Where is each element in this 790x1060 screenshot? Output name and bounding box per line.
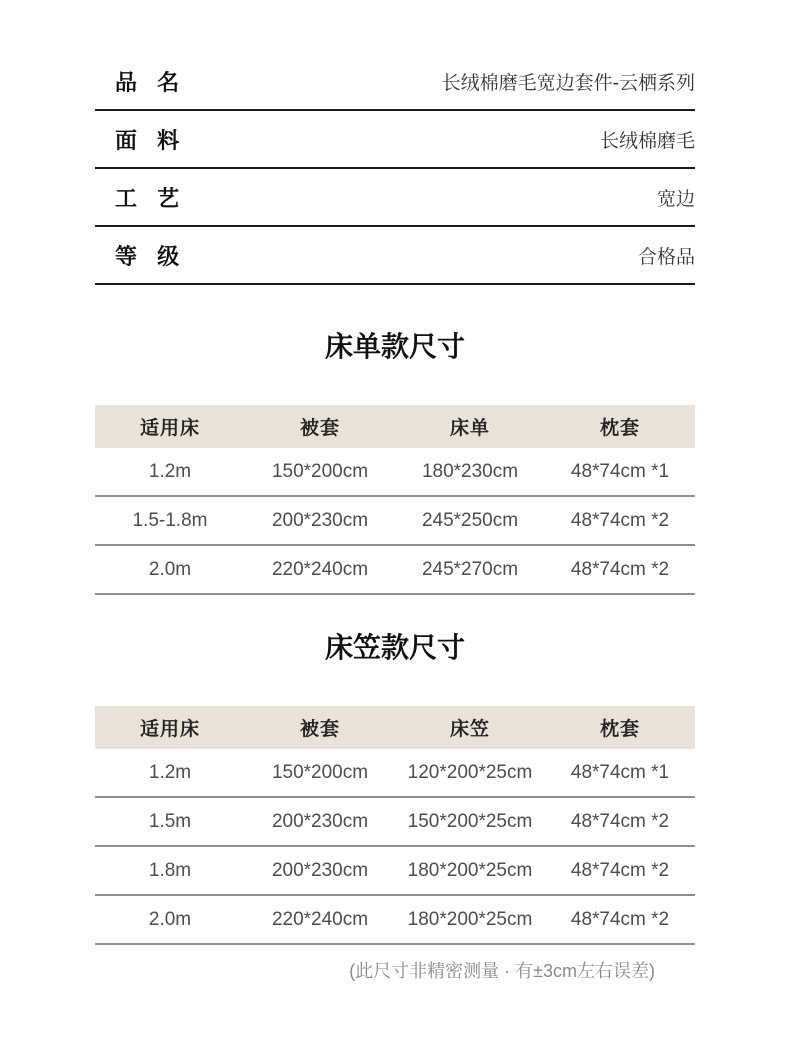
column-header: 适用床 [139, 719, 200, 740]
cell-bed-size: 1.5-1.8m [132, 509, 208, 531]
cell-pillowcase: 48*74cm *1 [570, 761, 670, 783]
cell-fitted-sheet: 180*200*25cm [407, 859, 533, 881]
cell-pillowcase: 48*74cm *2 [570, 908, 670, 930]
spec-label: 等 级 [115, 243, 181, 269]
cell-bed-size: 1.5m [148, 810, 192, 832]
sheet-sizes-title: 床单款尺寸 [324, 331, 465, 362]
spec-list [95, 53, 695, 285]
cell-pillowcase: 48*74cm *1 [570, 460, 670, 482]
spec-value: 长绒棉磨毛宽边套件-云栖系列 [441, 72, 695, 94]
table-row [95, 847, 695, 896]
column-header: 枕套 [599, 418, 640, 439]
cell-bed-size: 1.2m [148, 460, 192, 482]
cell-duvet-cover: 200*230cm [271, 509, 369, 531]
cell-flat-sheet: 245*250cm [421, 509, 519, 531]
cell-fitted-sheet: 150*200*25cm [407, 810, 533, 832]
cell-duvet-cover: 200*230cm [271, 859, 369, 881]
spec-row-grade [95, 227, 695, 285]
fitted-table-header-row [95, 706, 695, 749]
cell-pillowcase: 48*74cm *2 [570, 859, 670, 881]
cell-bed-size: 1.2m [148, 761, 192, 783]
spec-value: 长绒棉磨毛 [599, 130, 695, 152]
cell-flat-sheet: 245*270cm [421, 558, 519, 580]
spec-value: 宽边 [656, 188, 695, 210]
column-header: 适用床 [139, 418, 200, 439]
spec-label: 面 料 [115, 127, 181, 153]
sheet-table-header-row [95, 405, 695, 448]
fitted-sizes-title: 床笠款尺寸 [324, 632, 465, 663]
table-row [95, 546, 695, 595]
spec-label: 品 名 [115, 69, 181, 95]
cell-flat-sheet: 180*230cm [421, 460, 519, 482]
product-spec-sheet [95, 0, 695, 988]
table-row [95, 749, 695, 798]
cell-fitted-sheet: 180*200*25cm [407, 908, 533, 930]
column-header: 床笠 [449, 719, 490, 740]
table-row [95, 798, 695, 847]
cell-pillowcase: 48*74cm *2 [570, 810, 670, 832]
measurement-tolerance-note: (此尺寸非精密测量 · 有±3cm左右误差) [349, 961, 655, 981]
fitted-size-table [95, 706, 695, 945]
cell-pillowcase: 48*74cm *2 [570, 509, 670, 531]
cell-bed-size: 2.0m [148, 908, 192, 930]
cell-bed-size: 2.0m [148, 558, 192, 580]
cell-duvet-cover: 220*240cm [271, 558, 369, 580]
spec-row-craft [95, 169, 695, 227]
spec-row-product-name [95, 53, 695, 111]
spec-value: 合格品 [637, 246, 695, 268]
column-header: 床单 [449, 418, 490, 439]
cell-fitted-sheet: 120*200*25cm [407, 761, 533, 783]
column-header: 被套 [299, 418, 340, 439]
spec-label: 工 艺 [115, 185, 181, 211]
spec-row-fabric [95, 111, 695, 169]
cell-duvet-cover: 200*230cm [271, 810, 369, 832]
table-row [95, 497, 695, 546]
table-row [95, 896, 695, 945]
table-row [95, 448, 695, 497]
cell-pillowcase: 48*74cm *2 [570, 558, 670, 580]
cell-duvet-cover: 150*200cm [271, 460, 369, 482]
column-header: 被套 [299, 719, 340, 740]
sheet-size-table [95, 405, 695, 595]
cell-duvet-cover: 150*200cm [271, 761, 369, 783]
column-header: 枕套 [599, 719, 640, 740]
cell-duvet-cover: 220*240cm [271, 908, 369, 930]
cell-bed-size: 1.8m [148, 859, 192, 881]
